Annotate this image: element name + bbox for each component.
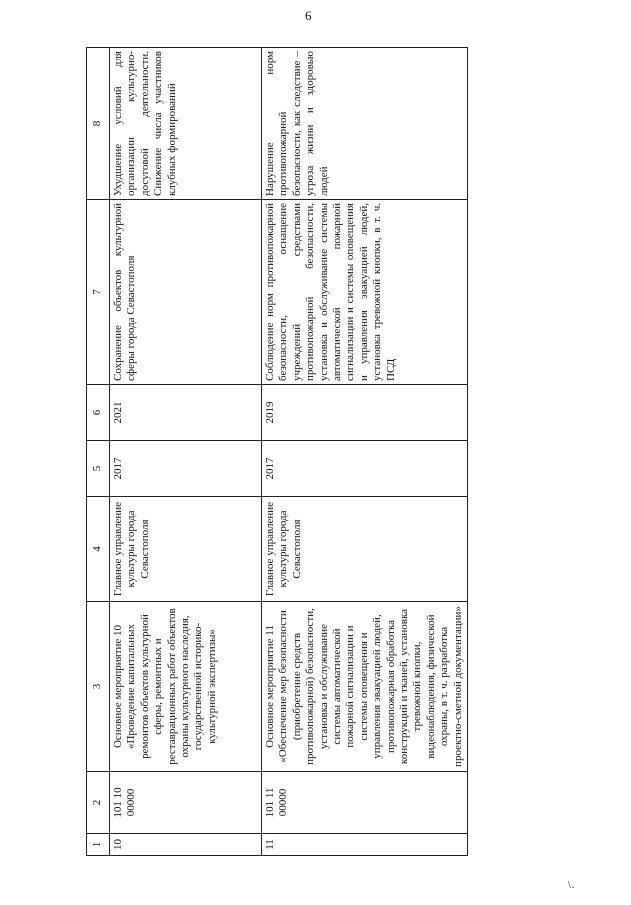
header-row (87, 48, 110, 856)
row-start-year: 2017 (110, 441, 262, 497)
activities-table (86, 47, 468, 856)
page-number: 6 (305, 8, 312, 23)
row-end-year: 2021 (110, 385, 262, 441)
header-cell-6: 6 (87, 385, 110, 441)
header-cell-4: 4 (87, 497, 110, 602)
header-cell-7: 7 (87, 200, 110, 385)
row-code: 101 10 00000 (110, 772, 262, 834)
row-number: 11 (262, 834, 468, 856)
header-cell-5: 5 (87, 441, 110, 497)
row-consequence: Ухудшение условий для организации культурно-досуговой деятельности. Снижение числа участников клубных формирований (110, 48, 262, 200)
row-result: Сохранение объектов культурной сферы города Севастополя (110, 200, 262, 385)
row-result: Соблюдение норм противопожарной безопасности, оснащение учреждений средствами противопожарной безопасности, установка и обслуживание системы автоматической пожарной сигнализации и системы оповещения и управления эвакуацией людей, установка тревожной кнопки, в т. ч. ПСД (262, 200, 468, 385)
table-row (262, 48, 468, 856)
row-number: 10 (110, 834, 262, 856)
row-executor: Главное управление культуры города Севастополя (110, 497, 262, 602)
header-cell-1: 1 (87, 834, 110, 856)
header-cell-3: 3 (87, 602, 110, 772)
row-consequence: Нарушение норм противопожарной безопасности, как следствие – угроза жизни и здоровью людей (262, 48, 468, 200)
footer-mark: \. (568, 880, 576, 891)
row-end-year: 2019 (262, 385, 468, 441)
table-row (110, 48, 262, 856)
header-cell-8: 8 (87, 48, 110, 200)
row-executor: Главное управление культуры города Севастополя (262, 497, 468, 602)
row-start-year: 2017 (262, 441, 468, 497)
row-code: 101 11 00000 (262, 772, 468, 834)
rotated-table-container (86, 48, 464, 856)
header-cell-2: 2 (87, 772, 110, 834)
row-activity: Основное мероприятие 10 «Проведение капитальных ремонтов объектов культурной сферы, ремонтных и реставрационных работ объектов охраны культурного наследия, государственной историко-культурной экспертизы» (110, 602, 262, 772)
row-activity: Основное мероприятие 11 «Обеспечение мер безопасности (приобретение средств противопожарной) безопасности, установка и обслуживание системы автоматической пожарной сигнализации и системы оповещения и управления эвакуацией людей, противопожарная обработка конструкций и тканей, установка тревожной кнопки, видеонаблюдения, физической охраны, в т. ч. разработка проектно-сметной документации» (262, 602, 468, 772)
